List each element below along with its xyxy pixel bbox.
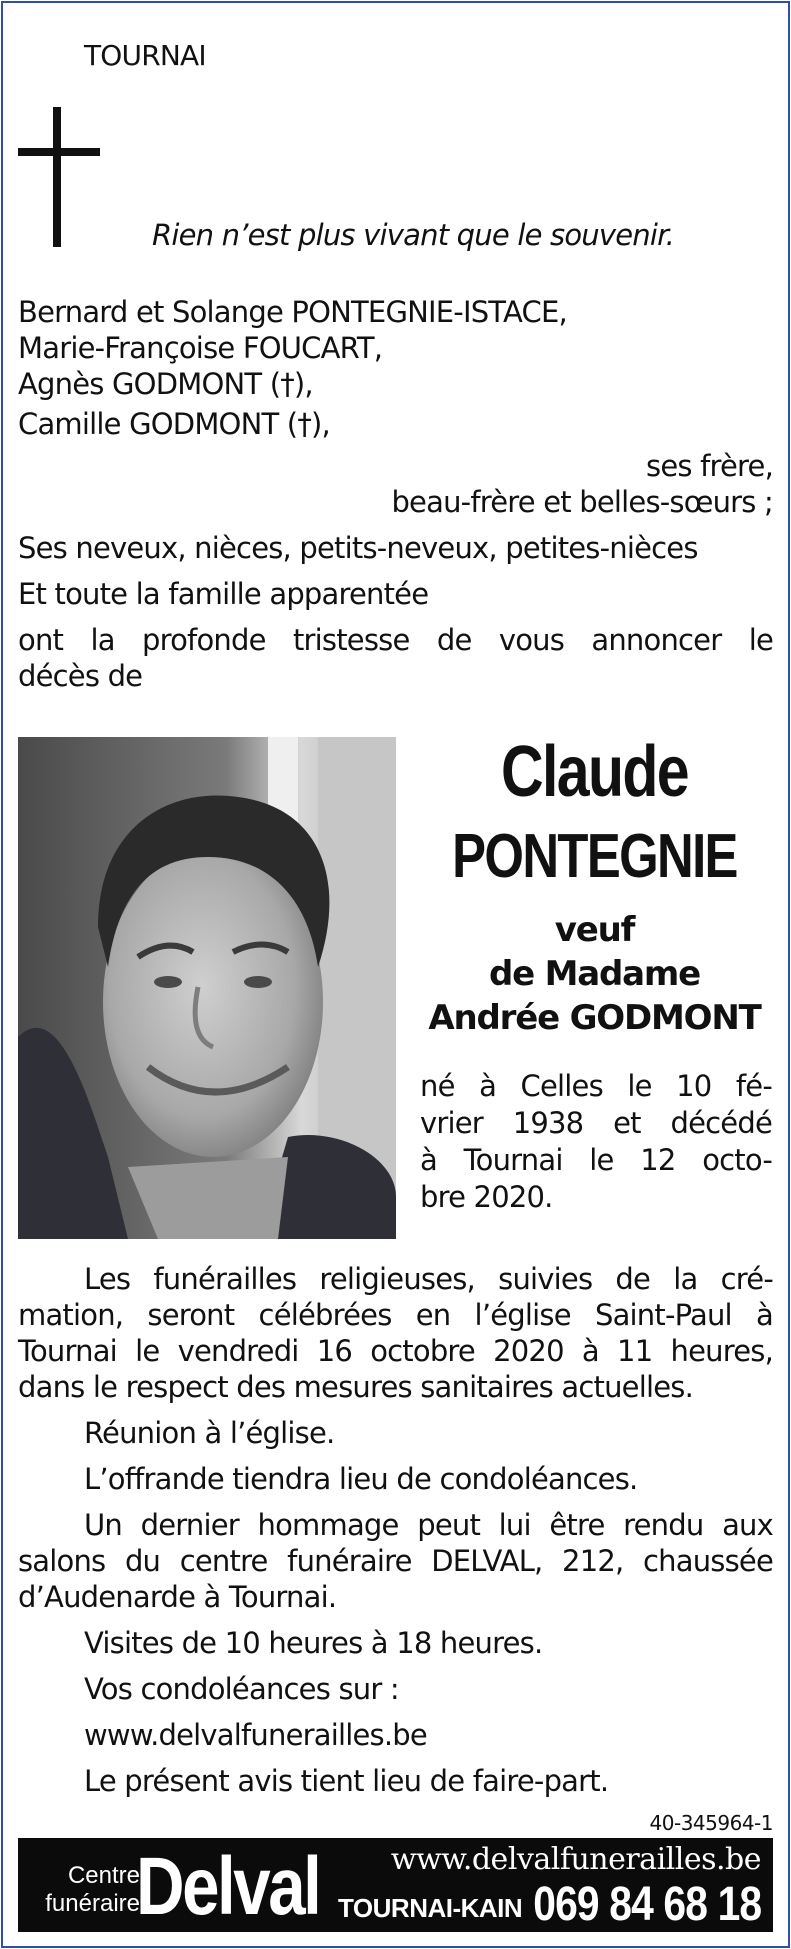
birth-death-line: vrier 1938 et décédé [420,1106,772,1140]
city-heading: TOURNAI [84,39,206,72]
family-others: Ses neveux, nièces, petits-neveux, petites-nièces [18,531,698,565]
family-name: Marie-Françoise FOUCART, [18,331,383,365]
funeral-line: Les funérailles religieuses, suivies de la cré- [84,1262,773,1296]
homage-line: d’Audenarde à Tournai. [18,1580,337,1614]
deceased-last-name: PONTEGNIE [452,822,737,891]
announcement-line: ont la profonde tristesse de vous annoncer le [18,623,773,657]
widow-line: veuf [554,910,635,950]
homage-line: Un dernier hommage peut lui être rendu aux [84,1508,773,1542]
footer-city: TOURNAI-KAIN [338,1893,523,1923]
footer-brand-logo: Delval [136,1841,320,1932]
funeral-line: Tournai le vendredi 16 octobre 2020 à 11 heures, [18,1334,773,1368]
family-relation: ses frère, [646,449,773,483]
announcement-line: décès de [18,659,143,693]
footer-centre-label [40,1862,140,1918]
reunion-text: Réunion à l’église. [84,1416,335,1450]
footer-url[interactable]: www.delvalfunerailles.be [390,1842,761,1877]
homage-line: salons du centre funéraire DELVAL, 212, chaussée [18,1544,773,1578]
funeral-line: dans le respect des mesures sanitaires actuelles. [18,1370,693,1404]
family-others: Et toute la famille apparentée [18,577,429,611]
footer-centre-line: funéraire [45,1890,140,1917]
family-name: Agnès GODMONT (†), [18,367,313,401]
portrait-photo [18,737,396,1239]
deceased-first-name: Claude [500,732,688,812]
birth-death-line: à Tournai le 12 octo- [420,1143,772,1177]
offering-text: L’offrande tiendra lieu de condoléances. [84,1462,638,1496]
footer-banner [18,1838,773,1932]
funeral-line: mation, seront célébrées en l’église Saint-Paul à [18,1298,773,1332]
widow-line: de Madame [489,954,700,994]
widow-line: Andrée GODMONT [428,998,761,1038]
notice-text: Le présent avis tient lieu de faire-part. [84,1764,609,1798]
family-relation: beau-frère et belles-sœurs ; [391,485,773,519]
birth-death-line: bre 2020. [420,1180,553,1214]
cross-icon-bar [18,148,100,156]
family-name: Camille GODMONT (†), [18,407,330,441]
memorial-quote: Rien n’est plus vivant que le souvenir. [152,218,674,252]
footer-centre-line: Centre [67,1862,140,1889]
cross-icon [53,107,61,247]
visits-text: Visites de 10 heures à 18 heures. [84,1626,543,1660]
condolences-label: Vos condoléances sur : [84,1672,399,1706]
condolences-url[interactable]: www.delvalfunerailles.be [84,1718,427,1752]
footer-phone[interactable]: 069 84 68 18 [532,1878,761,1931]
family-name: Bernard et Solange PONTEGNIE-ISTACE, [18,295,567,329]
reference-number: 40-345964-1 [649,1811,773,1835]
birth-death-line: né à Celles le 10 fé- [420,1069,772,1103]
